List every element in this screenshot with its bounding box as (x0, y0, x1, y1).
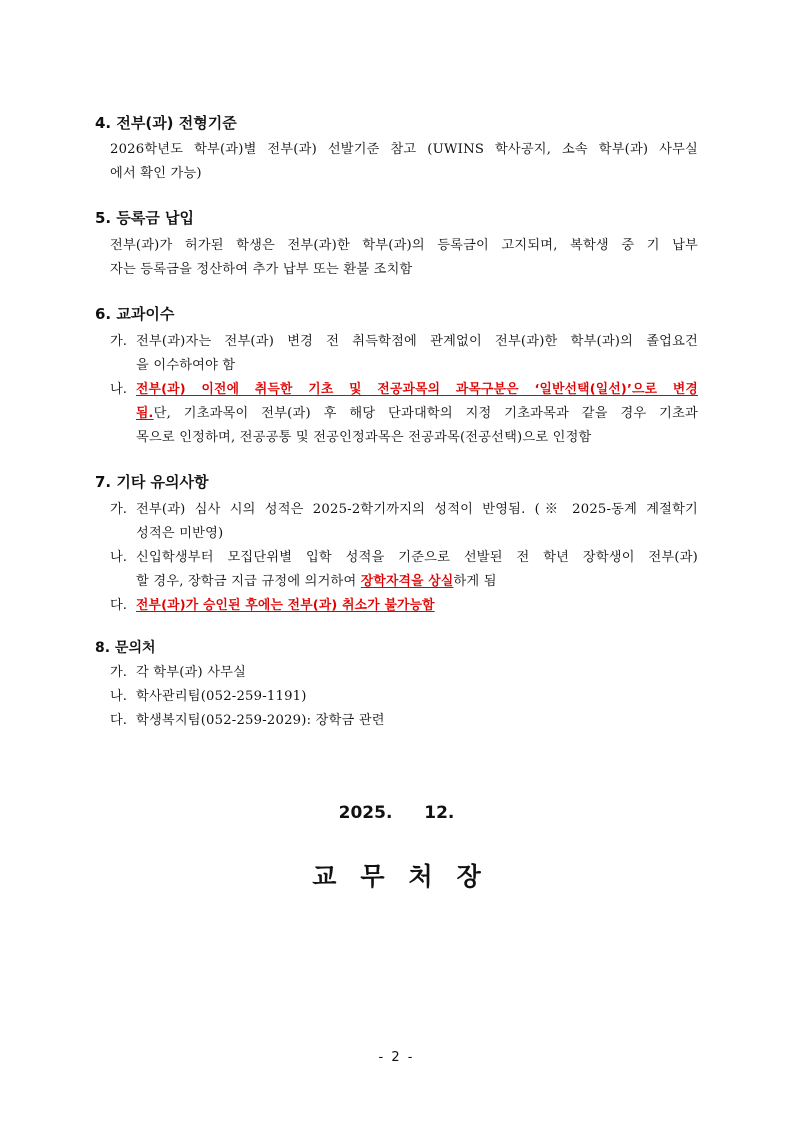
section-6-item-ga-line-2: 을 이수하여야 함 (136, 358, 236, 373)
section-7-title: 7. 기타 유의사항 (95, 473, 209, 491)
section-6-item-na-red-emphasis: 전부(과) 이전에 취득한 기초 및 전공과목의 과목구분은 ‘일반선택(일선)’으로 변경 (136, 382, 698, 397)
section-7-item-na-line-2 (136, 570, 497, 589)
section-6-item-ga-line-1: 전부(과)자는 전부(과) 변경 전 취득학점에 관계없이 전부(과)한 학부(과)의 졸업요건 (136, 334, 698, 349)
section-5-line-1: 전부(과)가 허가된 학생은 전부(과)한 학부(과)의 등록금이 고지되며, 복학생 중 기 납부 (110, 238, 698, 253)
section-6-item-ga-label: 가. (110, 334, 127, 349)
document-date: 2025. 12. (338, 803, 455, 823)
section-7-item-ga-line-2: 성적은 미반영) (136, 526, 224, 541)
section-6-item-na-line-2-text: 단, 기초과목이 전부(과) 후 해당 단과대학의 지정 기초과목과 같을 경우 기초과 (153, 406, 698, 421)
section-7-item-ga-line-1: 전부(과) 심사 시의 성적은 2025-2학기까지의 성적이 반영됨. (※ 2025-동계 계절학기 (136, 502, 698, 517)
section-6-item-na-line-2 (136, 402, 698, 421)
contact-item-3-text: 학생복지팀(052-259-2029): 장학금 관련 (136, 713, 385, 728)
section-4-line-1: 2026학년도 학부(과)별 전부(과) 선발기준 참고 (UWINS 학사공지, 소속 학부(과) 사무실 (110, 142, 698, 157)
section-7-item-na-line-2-start: 할 경우, 장학금 지급 규정에 의거하여 (136, 574, 361, 589)
section-6-item-na-red-emphasis-end: 됨. (136, 406, 154, 421)
contact-item-1-label: 가. (110, 665, 127, 680)
section-7-item-na-red-emphasis: 장학자격을 상실 (360, 574, 454, 589)
section-6-item-na-line-3: 목으로 인정하며, 전공공통 및 전공인정과목은 전공과목(전공선택)으로 인정함 (136, 430, 592, 445)
section-4-title: 4. 전부(과) 전형기준 (95, 114, 237, 132)
section-6-item-na-label: 나. (110, 382, 127, 397)
section-6-title: 6. 교과이수 (95, 305, 175, 323)
issuer-signature: 교무처장 (312, 862, 505, 891)
section-4-line-2: 에서 확인 가능) (110, 166, 202, 181)
section-7-item-ga-label: 가. (110, 502, 127, 517)
section-7-item-na-line-2-end: 하게 됨 (453, 574, 497, 589)
contact-item-3-label: 다. (110, 713, 127, 728)
section-5-line-2: 자는 등록금을 정산하여 추가 납부 또는 환불 조치함 (110, 262, 413, 277)
contact-item-1-text: 각 학부(과) 사무실 (136, 665, 247, 680)
section-8-title: 8. 문의처 (95, 640, 156, 656)
section-7-item-da-line-1 (136, 594, 435, 613)
section-7-item-da-label: 다. (110, 598, 127, 613)
section-5-title: 5. 등록금 납입 (95, 209, 195, 227)
section-7-item-na-label: 나. (110, 550, 127, 565)
page-number: - 2 - (378, 1050, 415, 1065)
contact-item-2-label: 나. (110, 689, 127, 704)
contact-item-2-text: 학사관리팀(052-259-1191) (136, 689, 307, 704)
section-7-item-da-red-emphasis: 전부(과)가 승인된 후에는 전부(과) 취소가 불가능함 (136, 598, 435, 613)
section-6-item-na-line-1 (136, 378, 698, 397)
section-7-item-na-line-1: 신입학생부터 모집단위별 입학 성적을 기준으로 선발된 전 학년 장학생이 전부(과) (136, 550, 698, 565)
